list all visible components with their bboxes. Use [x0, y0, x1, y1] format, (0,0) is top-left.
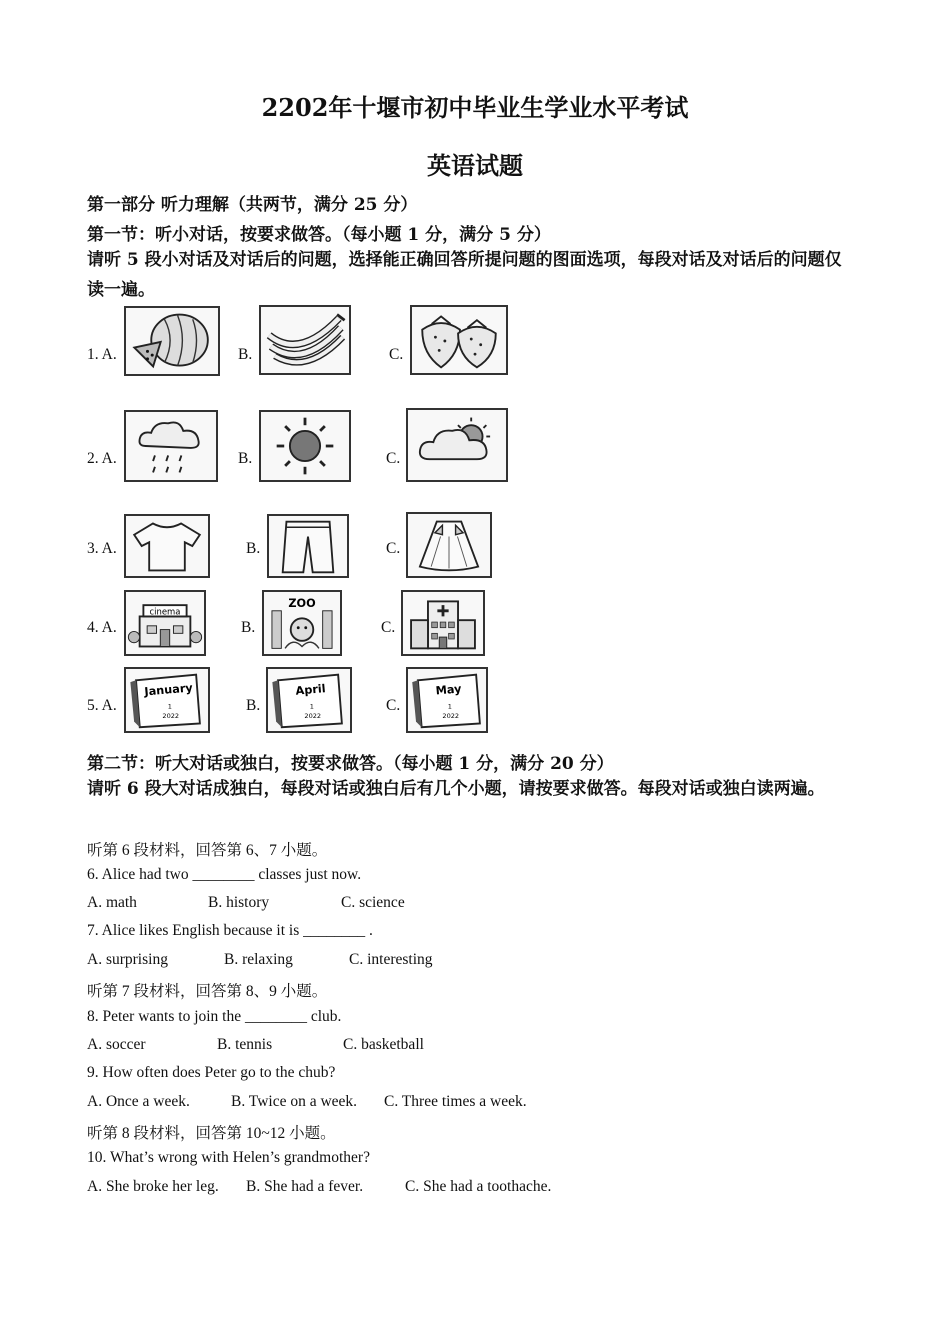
q2-option-b-label: B.: [238, 450, 253, 467]
q5-option-c-label: C.: [386, 697, 401, 714]
skirt-icon: [408, 514, 490, 576]
q5-option-b-label: B.: [246, 697, 261, 714]
q8-option-c[interactable]: C. basketball: [343, 1036, 424, 1053]
skirt-picture[interactable]: [406, 512, 492, 578]
calendar-may-icon: [408, 669, 486, 731]
zoo-gate-icon: [264, 592, 340, 654]
watermelon-icon: [126, 308, 218, 374]
question-10: 10. What’s wrong with Helen’s grandmother?: [87, 1149, 370, 1166]
calendar-january-picture[interactable]: [124, 667, 210, 733]
q9-option-b[interactable]: B. Twice on a week.: [231, 1093, 358, 1110]
calendar-may-picture[interactable]: [406, 667, 488, 733]
sun-icon: [261, 412, 349, 480]
section1-heading: 第一节：听小对话，按要求做答。（每小题 1 分，满分 5 分）: [87, 225, 551, 245]
calendar-april-icon: [268, 669, 350, 731]
material-6-note: 听第 6 段材料，回答第 6、7 小题。: [87, 842, 328, 859]
sun-picture[interactable]: [259, 410, 351, 482]
strawberry-picture[interactable]: [410, 305, 508, 375]
question-6: 6. Alice had two ________ classes just now.: [87, 866, 362, 883]
question-7: 7. Alice likes English because it is ________ .: [87, 922, 373, 939]
q6-option-a[interactable]: A. math: [87, 894, 137, 911]
q7-option-b[interactable]: B. relaxing: [224, 951, 293, 968]
exam-subtitle: 英语试题: [427, 151, 523, 180]
q6-option-c[interactable]: C. science: [341, 894, 405, 911]
calendar-january-year: 2022: [162, 711, 180, 720]
watermelon-picture[interactable]: [124, 306, 220, 376]
calendar-may-month: May: [435, 682, 462, 698]
tshirt-picture[interactable]: [124, 514, 210, 578]
exam-title: 2202年十堰市初中毕业生学业水平考试: [261, 93, 689, 122]
material-7-note: 听第 7 段材料，回答第 8、9 小题。: [87, 983, 328, 1000]
q3-option-b-label: B.: [246, 540, 261, 557]
q3-label: 3. A.: [87, 540, 117, 557]
calendar-january-icon: [126, 669, 208, 731]
cinema-sign: cinema: [149, 606, 181, 617]
q10-option-c[interactable]: C. She had a toothache.: [405, 1178, 552, 1195]
q1-label: 1. A.: [87, 346, 117, 363]
tshirt-icon: [126, 516, 208, 576]
q8-option-b[interactable]: B. tennis: [217, 1036, 273, 1053]
calendar-january-month: January: [143, 681, 194, 699]
cinema-picture[interactable]: [124, 590, 206, 656]
material-8-note: 听第 8 段材料，回答第 10~12 小题。: [87, 1125, 336, 1142]
q3-option-c-label: C.: [386, 540, 401, 557]
banana-picture[interactable]: [259, 305, 351, 375]
part1-heading: 第一部分 听力理解（共两节，满分 25 分）: [87, 195, 418, 215]
sun-behind-cloud-icon: [408, 410, 506, 480]
trousers-picture[interactable]: [267, 514, 349, 578]
zoo-sign: ZOO: [288, 597, 316, 611]
calendar-may-year: 2022: [442, 711, 460, 720]
banana-icon: [261, 307, 349, 373]
q4-option-c-label: C.: [381, 619, 396, 636]
q9-option-c[interactable]: C. Three times a week.: [384, 1093, 527, 1110]
calendar-april-picture[interactable]: [266, 667, 352, 733]
question-8: 8. Peter wants to join the ________ club.: [87, 1008, 342, 1025]
question-9: 9. How often does Peter go to the chub?: [87, 1064, 336, 1081]
q2-label: 2. A.: [87, 450, 117, 467]
q9-option-a[interactable]: A. Once a week.: [87, 1093, 190, 1110]
hospital-building-icon: [403, 592, 483, 654]
q6-option-b[interactable]: B. history: [208, 894, 270, 911]
q5-label: 5. A.: [87, 697, 117, 714]
q10-option-b[interactable]: B. She had a fever.: [246, 1178, 364, 1195]
calendar-january-day: 1: [167, 702, 172, 711]
calendar-april-day: 1: [309, 702, 314, 711]
section2-instruction: 请听 6 段大对话成独白，每段对话或独白后有几个小题，请按要求做答。每段对话或独白读两遍。: [87, 779, 825, 799]
q7-option-c[interactable]: C. interesting: [349, 951, 433, 968]
calendar-april-year: 2022: [304, 711, 322, 720]
section1-instruction: 请听 5 段小对话及对话后的问题，选择能正确回答所提问题的图面选项，每段对话及对话后的问题仅读一遍。: [87, 250, 842, 300]
q10-option-a[interactable]: A. She broke her leg.: [87, 1178, 219, 1195]
q1-option-b-label: B.: [238, 346, 253, 363]
trousers-icon: [269, 516, 347, 576]
cinema-building-icon: [126, 592, 204, 654]
q4-label: 4. A.: [87, 619, 117, 636]
rain-cloud-icon: [126, 412, 216, 480]
q1-option-c-label: C.: [389, 346, 404, 363]
q4-option-b-label: B.: [241, 619, 256, 636]
q8-option-a[interactable]: A. soccer: [87, 1036, 146, 1053]
cloudy-picture[interactable]: [406, 408, 508, 482]
q2-option-c-label: C.: [386, 450, 401, 467]
section2-heading: 第二节：听大对话或独白，按要求做答。（每小题 1 分，满分 20 分）: [87, 754, 614, 774]
hospital-picture[interactable]: [401, 590, 485, 656]
zoo-picture[interactable]: [262, 590, 342, 656]
q7-option-a[interactable]: A. surprising: [87, 951, 168, 968]
calendar-april-month: April: [295, 682, 327, 698]
calendar-may-day: 1: [447, 702, 452, 711]
rain-picture[interactable]: [124, 410, 218, 482]
strawberry-icon: [412, 307, 506, 373]
